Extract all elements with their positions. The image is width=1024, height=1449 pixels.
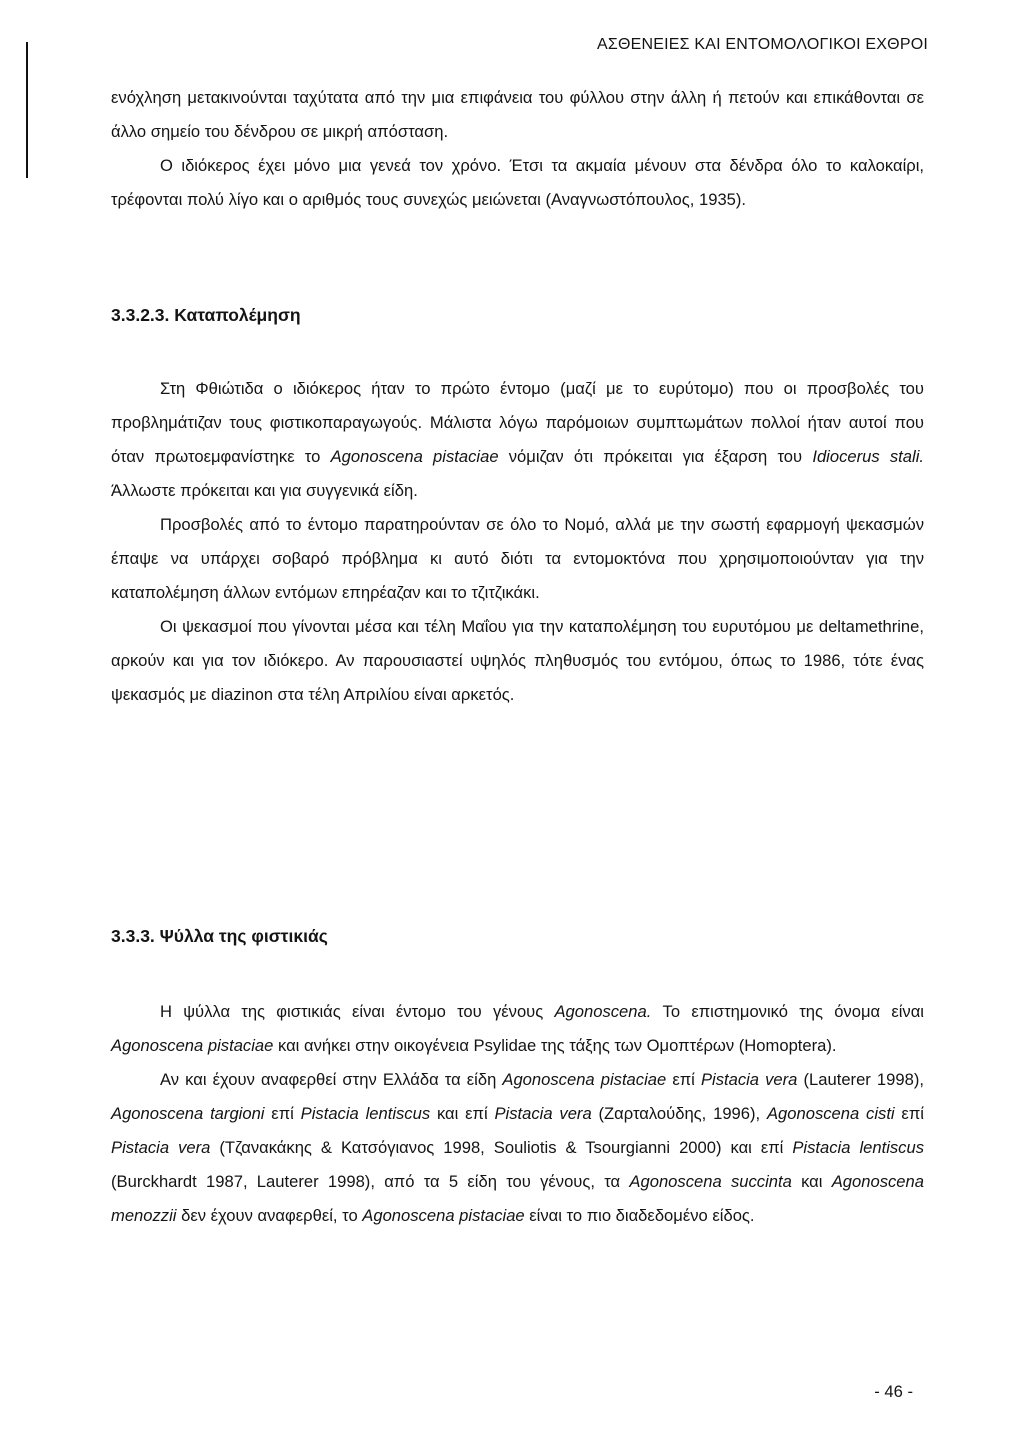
text-span: νόμιζαν ότι πρόκειται για έξαρση του	[498, 447, 813, 466]
text-span: Το επιστημονικό της όνομα είναι	[651, 1002, 924, 1021]
text-span: Άλλωστε πρόκειται και για συγγενικά είδη.	[111, 481, 418, 500]
running-header: ΑΣΘΕΝΕΙΕΣ ΚΑΙ ΕΝΤΟΜΟΛΟΓΙΚΟΙ ΕΧΘΡΟΙ	[597, 36, 928, 53]
species-name: Agonoscena targioni	[111, 1104, 265, 1123]
species-name: Agonoscena succinta	[629, 1172, 792, 1191]
paragraph-control-2: Προσβολές από το έντομο παρατηρούνταν σε όλο το Νομό, αλλά με την σωστή εφαρμογή ψεκασμών έπαψε να υπάρχει σοβαρό πρόβλημα κι αυτό διότι τα εντομοκτόνα που χρησιμοποιούνταν για την καταπολέμηση άλλων εντόμων επηρέαζαν και το τζιτζικάκι.	[111, 515, 924, 602]
text-span: επί	[666, 1070, 701, 1089]
text-span: (Ζαρταλούδης, 1996),	[591, 1104, 767, 1123]
text-span: (Burckhardt 1987, Lauterer 1998), από τα 5 είδη του γένους, τα	[111, 1172, 630, 1191]
text-span: και	[791, 1172, 832, 1191]
species-name: Idiocerus stali.	[812, 447, 924, 466]
paragraph-psylla-1	[111, 995, 924, 1063]
species-name: Pistacia vera	[494, 1104, 592, 1123]
species-name: Agonoscena menozzii	[111, 1172, 924, 1225]
species-name: Agonoscena.	[554, 1002, 652, 1021]
section-biology-text	[111, 81, 924, 217]
species-name: Pistacia vera	[111, 1138, 211, 1157]
page-number: - 46 -	[874, 1382, 913, 1401]
paragraph-generation: Ο ιδιόκερος έχει μόνο μια γενεά τον χρόνο. Έτσι τα ακμαία μένουν στα δένδρα όλο το καλοκαίρι, τρέφονται πολύ λίγο και ο αριθμός τους συνεχώς μειώνεται (Αναγνωστόπουλος, 1935).	[111, 156, 924, 209]
text-span: Στη Φθιώτιδα ο ιδιόκερος ήταν το πρώτο έντομο (μαζί με το ευρύτομο) που οι προσβολές του προβλημάτιζαν τους φιστικοπαραγωγούς. Μάλιστα λόγω παρόμοιων συμπτωμάτων πολλοί ήταν αυτοί που όταν πρωτοεμφανίστηκε το	[111, 379, 924, 466]
species-name: Agonoscena pistaciae	[111, 1036, 274, 1055]
text-span: Αν και έχουν αναφερθεί στην Ελλάδα τα είδη	[160, 1070, 503, 1089]
text-span: και επί	[430, 1104, 495, 1123]
text-span: (Lauterer 1998),	[797, 1070, 924, 1089]
section-control-text	[111, 372, 924, 712]
heading-control: 3.3.2.3. Καταπολέμηση	[111, 305, 301, 325]
text-span: είναι το πιο διαδεδομένο είδος.	[524, 1206, 755, 1225]
section-psylla-text	[111, 995, 924, 1233]
species-name: Pistacia lentiscus	[792, 1138, 925, 1157]
species-name: Agonoscena pistaciae	[502, 1070, 667, 1089]
species-name: Agonoscena pistaciae	[330, 447, 499, 466]
paragraph-continuation: ενόχληση μετακινούνται ταχύτατα από την μια επιφάνεια του φύλλου στην άλλη ή πετούν και επικάθονται σε άλλο σημείο του δένδρου σε μικρή απόσταση.	[111, 88, 924, 141]
text-span: επί	[894, 1104, 924, 1123]
species-name: Pistacia lentiscus	[300, 1104, 431, 1123]
species-name: Agonoscena cisti	[766, 1104, 895, 1123]
text-span: Η ψύλλα της φιστικιάς είναι έντομο του γένους	[160, 1002, 555, 1021]
text-span: (Τζανακάκης & Κατσόγιανος 1998, Souliotis & Tsourgianni 2000) και επί	[210, 1138, 793, 1157]
text-span: δεν έχουν αναφερθεί, το	[176, 1206, 363, 1225]
species-name: Agonoscena pistaciae	[362, 1206, 525, 1225]
paragraph-psylla-2	[111, 1063, 924, 1233]
paragraph-control-1	[111, 372, 924, 508]
margin-rule	[26, 42, 28, 178]
text-span: επί	[264, 1104, 301, 1123]
species-name: Pistacia vera	[700, 1070, 798, 1089]
text-span: και ανήκει στην οικογένεια Psylidae της τάξης των Ομοπτέρων (Homoptera).	[273, 1036, 837, 1055]
heading-psylla: 3.3.3. Ψύλλα της φιστικιάς	[111, 926, 328, 946]
paragraph-control-3: Οι ψεκασμοί που γίνονται μέσα και τέλη Μαΐου για την καταπολέμηση του ευρυτόμου με deltamethrine, αρκούν και για τον ιδιόκερο. Αν παρουσιαστεί υψηλός πληθυσμός του εντόμου, όπως το 1986, τότε ένας ψεκασμός με diazinon στα τέλη Απριλίου είναι αρκετός.	[111, 617, 924, 704]
